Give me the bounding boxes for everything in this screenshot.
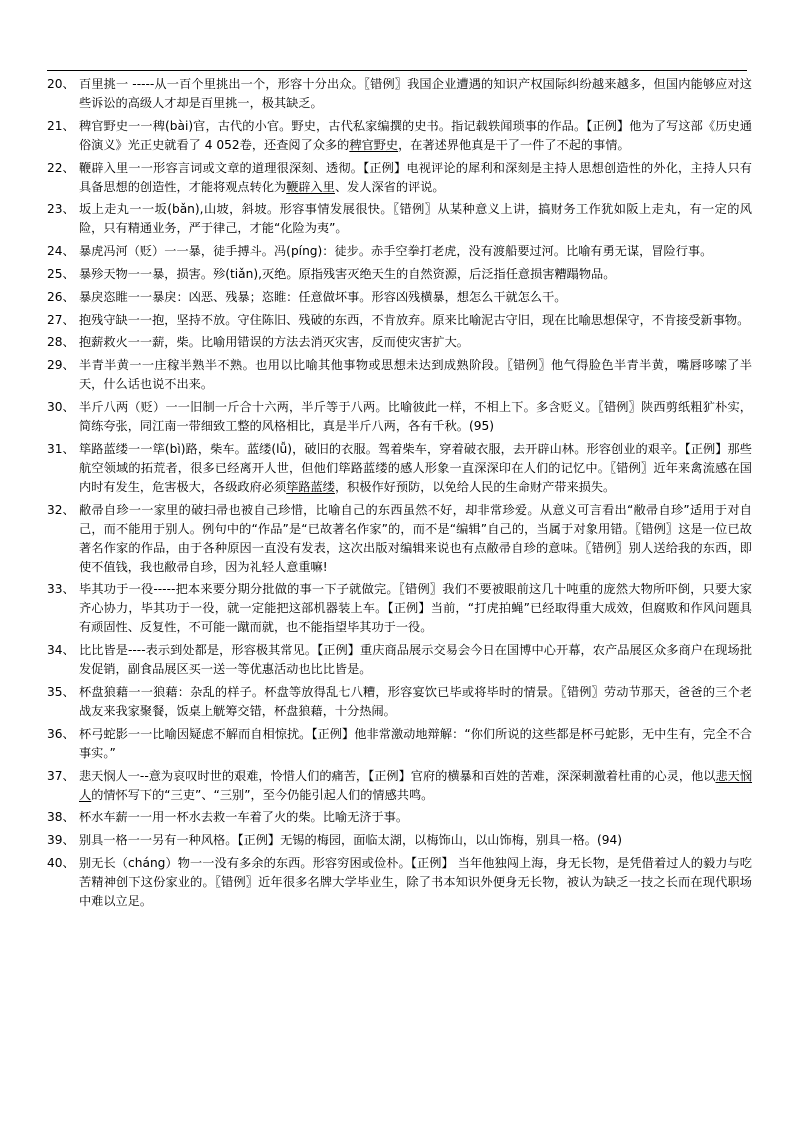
idiom-entry (47, 831, 752, 850)
entry-text (79, 117, 752, 155)
entry-text-segment: 毕其功于一役-----把本来要分期分批做的事一下子就做完。〖错例〗我们不要被眼前这几十吨重的庞然大物所吓倒，只要大家齐心协力，毕其功于一役，就一定能把这部机器装上车。【正例】当前，“打虎拍蝇”已经取得重大成效，但腐败和作风问题具有顽固性、反复性，不可能一蹴而就，也不能指望毕其功于一役。 (79, 582, 752, 635)
entry-number: 21、 (47, 118, 75, 133)
entry-number: 29、 (47, 358, 75, 373)
entry-number: 38、 (47, 810, 75, 825)
entry-text (79, 725, 752, 763)
entry-text (79, 288, 752, 307)
entry-number: 20、 (47, 77, 75, 91)
entry-number: 31、 (47, 441, 75, 456)
idiom-entry (47, 200, 752, 238)
entry-text (79, 580, 752, 637)
idiom-entry (47, 725, 752, 763)
entry-text (79, 767, 752, 805)
entry-text-segment: ，积极作好预防，以免给人民的生命财产带来损失。 (334, 479, 616, 494)
entry-text-segment: 别具一格一一另有一种风格。【正例】无锡的梅园，面临太湖，以梅饰山，以山饰梅，别具一格。(94) (79, 833, 622, 848)
underlined-idiom: 筚路蓝缕 (286, 479, 335, 494)
entry-text (79, 356, 752, 394)
entry-text-segment: 暴虎冯河（贬）一一暴，徒手搏斗。冯(píng)：徒步。赤手空拳打老虎，没有渡船要过河。比喻有勇无谋，冒险行事。 (79, 244, 713, 259)
entry-text (79, 75, 752, 113)
entry-text (79, 333, 752, 352)
underlined-idiom: 鞭辟入里 (286, 179, 335, 194)
entry-text (79, 641, 752, 679)
entry-text-segment: 杯弓蛇影一一比喻因疑虑不解而自相惊扰。【正例】他非常激动地辩解：“你们所说的这些都是杯弓蛇影，无中生有，完全不合事实。” (79, 726, 752, 760)
entry-text-segment: 暴殄天物一一暴，损害。殄(tiǎn),灭绝。原指残害灭绝天生的自然资源，后泛指任意损害糟蹋物品。 (79, 266, 616, 281)
entry-text-segment: 筚路蓝缕一一筚(bì)路，柴车。蓝缕(lǚ)，破旧的衣服。驾着柴车，穿着破衣服，去开辟山林。形容创业的艰辛。【正例】那些航空领域的拓荒者，很多已经离开人世，但他们筚路蓝缕的感人形象一直深深印在人们的记忆中。〖错例〗近年来禽流感在国内时有发生，危害极大，各级政府必须 (79, 441, 752, 494)
idiom-entry (47, 808, 752, 827)
header-rule (47, 70, 747, 71)
entry-number: 27、 (47, 312, 75, 327)
entry-text-segment: 抱薪救火一一薪，柴。比喻用错误的方法去消灭灾害，反而使灾害扩大。 (79, 335, 469, 350)
entry-number: 34、 (47, 643, 75, 658)
entry-number: 24、 (47, 244, 75, 259)
idiom-list (47, 75, 752, 915)
underlined-idiom: 悲天悯人 (79, 768, 753, 802)
entry-text-segment: 杯水车薪一一用一杯水去救一车着了火的柴。比喻无济于事。 (79, 810, 409, 825)
entry-text-segment: 鞭辟入里一一形容言词或文章的道理很深刻、透彻。【正例】电视评论的犀利和深刻是主持人思想创造性的外化，主持人只有具备思想的创造性，才能将观点转化为 (79, 160, 752, 194)
entry-text (79, 265, 752, 284)
entry-text-segment: 杯盘狼藉一一狼藉：杂乱的样子。杯盘等放得乱七八糟，形容宴饮已毕或将毕时的情景。〖错例〗劳动节那天，爸爸的三个老战友来我家聚餐，饭桌上觥筹交错，杯盘狼藉，十分热闹。 (79, 684, 752, 718)
entry-number: 28、 (47, 335, 75, 350)
entry-text (79, 200, 752, 238)
entry-number: 36、 (47, 726, 75, 741)
entry-text (79, 440, 752, 497)
idiom-entry (47, 501, 752, 577)
idiom-entry (47, 311, 752, 330)
entry-text (79, 854, 752, 911)
entry-text-segment: 坂上走丸一一坂(bǎn),山坡，斜坡。形容事情发展很快。〖错例〗从某种意义上讲，搞财务工作犹如阪上走丸，有一定的风险，只有精通业务，严于律己，才能“化险为夷”。 (79, 202, 752, 236)
entry-text (79, 831, 752, 850)
entry-number: 37、 (47, 768, 75, 783)
entry-text-segment: 半青半黄一一庄稼半熟半不熟。也用以比喻其他事物或思想未达到成熟阶段。〖错例〗他气得脸色半青半黄，嘴唇哆嗦了半天，什么话也说不出来。 (79, 358, 752, 392)
entry-number: 39、 (47, 833, 75, 848)
entry-text-segment: 比比皆是----表示到处都是，形容极其常见。【正例】重庆商品展示交易会今日在国博中心开幕，农产品展区众多商户在现场批发促销，副食品展区买一送一等优惠活动也比比皆是。 (79, 643, 752, 677)
entry-number: 40、 (47, 855, 75, 870)
idiom-entry (47, 333, 752, 352)
entry-text-segment: 稗官野史一一稗(bài)官，古代的小官。野史，古代私家编撰的史书。指记载轶闻琐事的作品。【正例】他为了写这部《历史通俗演义》光正史就看了 4 052卷，还查阅了众多的 (79, 118, 752, 152)
entry-number: 33、 (47, 582, 75, 597)
entry-text-segment: 敝帚自珍一一家里的破扫帚也被自己珍惜，比喻自己的东西虽然不好，却非常珍爱。从意义可言看出“敝帚自珍”适用于对自己，而不能用于别人。例句中的“作品”是“已故著名作家”的，而不是“编辑”自己的，当属于对象用错。〖错例〗这是一位已故著名作家的作品，由于各种原因一直没有发表，这次出版对编辑来说也有点敝帚自珍的意味。〖错例〗别人送给我的东西，即使不值钱，我也敝帚自珍，因为礼轻人意重嘛! (79, 502, 752, 574)
underlined-idiom: 稗官野史 (349, 137, 399, 152)
idiom-entry (47, 767, 752, 805)
entry-number: 30、 (47, 399, 75, 414)
idiom-entry (47, 265, 752, 284)
entry-text (79, 501, 752, 577)
entry-text-segment: 半斤八两（贬）一一旧制一斤合十六两，半斤等于八两。比喻彼此一样，不相上下。多含贬义。〖错例〗陕西剪纸粗犷朴实，简练夸张，同江南一带细致工整的风格相比，真是半斤八两，各有千秋。(95) (79, 399, 752, 433)
entry-text (79, 242, 752, 261)
idiom-entry (47, 242, 752, 261)
entry-text (79, 683, 752, 721)
entry-text-segment: 的情怀写下的“三吏”、“三别”，至今仍能引起人们的情感共鸣。 (91, 787, 434, 802)
idiom-entry (47, 398, 752, 436)
entry-text (79, 311, 752, 330)
entry-text-segment: ，在著述界他真是干了一件了不起的事情。 (398, 137, 630, 152)
entry-number: 32、 (47, 502, 75, 517)
entry-text (79, 398, 752, 436)
entry-number: 25、 (47, 266, 75, 281)
entry-text-segment: 、发人深省的评说。 (334, 179, 445, 194)
idiom-entry (47, 117, 752, 155)
idiom-entry (47, 75, 752, 113)
entry-text-segment: 抱残守缺一一抱，坚持不放。守住陈旧、残破的东西，不肯放弃。原来比喻泥古守旧，现在比喻思想保守，不肯接受新事物。 (79, 312, 750, 327)
idiom-entry (47, 159, 752, 197)
idiom-entry (47, 641, 752, 679)
entry-text-segment: 暴戾恣睢一一暴戾：凶恶、残暴；恣睢：任意做坏事。形容凶残横暴，想怎么干就怎么干。 (79, 289, 567, 304)
entry-text (79, 808, 752, 827)
entry-text-segment: 别无长（cháng）物一一没有多余的东西。形容穷困或俭朴。【正例】 当年他独闯上海，身无长物，是凭借着过人的毅力与吃苦精神创下这份家业的。〖错例〗近年很多名牌大学毕业生，除了书本知识外便身无长物，被认为缺乏一技之长而在现代职场中难以立足。 (79, 855, 752, 908)
entry-number: 35、 (47, 684, 75, 699)
idiom-entry (47, 683, 752, 721)
idiom-entry (47, 356, 752, 394)
idiom-entry (47, 440, 752, 497)
entry-text-segment: 悲天悯人一--意为哀叹时世的艰难，怜惜人们的痛苦，【正例】官府的横暴和百姓的苦难，深深刺激着杜甫的心灵，他以 (79, 768, 716, 783)
entry-text-segment: 百里挑一 -----从一百个里挑出一个，形容十分出众。〖错例〗我国企业遭遇的知识产权国际纠纷越来越多，但国内能够应对这些诉讼的高级人才却是百里挑一，极其缺乏。 (79, 77, 752, 110)
idiom-entry (47, 288, 752, 307)
entry-number: 23、 (47, 202, 75, 217)
idiom-entry (47, 580, 752, 637)
entry-text (79, 159, 752, 197)
entry-number: 26、 (47, 289, 75, 304)
entry-number: 22、 (47, 160, 75, 175)
idiom-entry (47, 854, 752, 911)
